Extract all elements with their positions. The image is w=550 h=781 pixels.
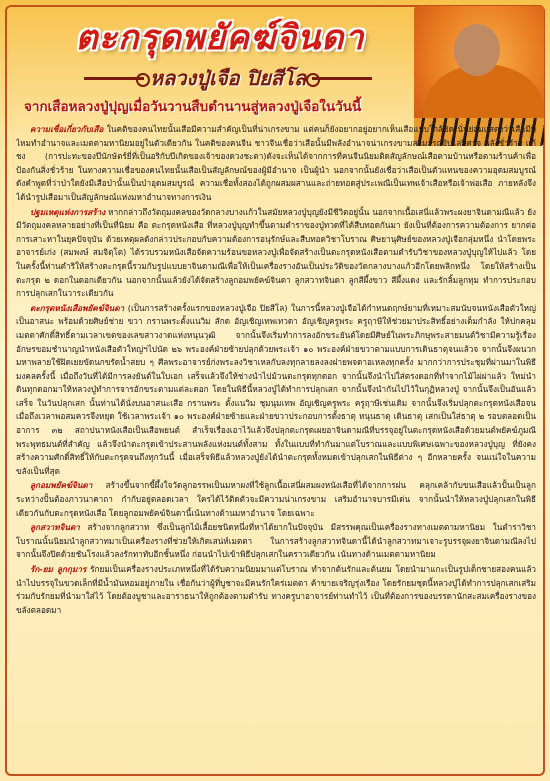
paragraph-lead: ลูกอมพยัคฆ์จินดา — [30, 480, 93, 491]
article-body — [16, 123, 536, 773]
paragraph-text: (เป็นการสร้างครั้งแรกของหลวงปู่เจือ ปิยสีโล) ในการนี้หลวงปู่เจือได้กำหนดฤกษ์ยามที่เหมาะสมนับจนหนังเสือตัวใหญ่เป็นอาสนะ พร้อมด้วยศิษย์ช่าย ขวา กรานพระตั้งแนวิม สักด อัญเชิญเทพเทวดา อัญเชิญครูพระ ครูฤาษีให้ช่วยมาประสิทธิ์อย่างเต็มกำลัง ให้ปกคลุมเมตตาศักดิ์สิทธิ์ตามเวลาเขตของเลขสาวงาดแห่งหนุนวุฒิ จากนั้นจึงเริ่มทำการลงอักขระยันต์โดยมีศิษย์ในพระภิกษุพระสายมนต์วิชามีความรู้เรื่องอักษรขอมชำนาญนำหนังเสือตัวใหญ่ฯไปนัด ๒๖ พระองค์ฝ่ายซ้ายปลุกด้วยพระเจ้า ๑๐ พระองค์ฝ่ายขวาตามแบบการเดินธาตุจนแล้วจ จากนั้นจึงผนวกมหาพลายใช้ฝิดเยยขัดนกขรัดน้ำสยบ ๆ ศีลพระอาจารย์ก่งพระลงวิชาเหลกับลงทุกลายลงลงฝายพจดาอเหลงทุกครั้ง มากกว่าการประชุมที่ผ่านมาในพิธีมงคลครั้งนี้ เมื่อถึงวันที่ได้มีการลงยันต์ในใบเอก เสร็จแล้วจึงให้ช่างนำไปม้วนตะกรุดทุกดอก จากนั้นจึงนำไปใส่ตรงดอกที่ทำจากไม้ไผ่ผ่าแล้ว ใหม่นำดินทุกดอกมาให้หลวงปู่ทำการจารอักขระตามแต่ละดอก โดยในพิธีนี้หลวงปู่ได้ทำการปลุกเสก จากนั้นจึงนำกันไปไว้ในกุฏิหลวงปู่ จากนั้นจึงเป็นอันแล้วเสร็จ ในวันปลุกเสก นั้นท่านได้นั่งบนอาสนะเสือ กรานพระ ตั้งแนวิม ชุมนุมเทพ อัญเชิญครูพระ ครูฤาษีเช่นเดิม จากนั้นจึงเริ่มปลุกตะกรุดหนังเสือจนเมื่อถึงเวลาพอสมควรจึงหยุด ใช้เวลาพระเจ้า ๑๐ พระองค์ฝ่ายซ้ายและฝ่ายขวาประกอบการตั้งธาตุ หนุนธาตุ เดินธาตุ เสกเป็นใส่ธาตุ ๒ รอบตลอดเป็นอาการ ๓๒ สถาปนาหนังเสือเป็นเสือพยนต์ สำเร็จเรื่องเอาไว้แล้วจึงปลุกตะกรุดเผยอาจินดามณีที่บรรจุอยู่ในตะกรุดหนังเสือด้วยมนต์พยัคฆ์ภูมณี พระพุทธมนต์ที่สำคัญ แล้วจึงนำตะกรุดเข้าประสานพลังแห่งมนต์ทั้งสาม ทั้งในแบบที่ทำกันมาแต่โบราณและแบบพิเศษเฉพาะของหลวงปู่บุญ ที่ยังคงสร้างความศักดิ์สิทธิ์ให้กับตะกรุดจนถึงทุกวันนี้ เมื่อเสร็จพิธีแล้วหลวงปู่ยังได้นำตะกรุดทั้งหมดเข้าปลุกเสกในพิธีต่าง ๆ อีกหลายครั้ง จนแน่ใจในความขลังเป็นที่สุด — [16, 302, 536, 476]
subtitle: จากเสือหลวงปู่ปุญเมื่อวันวานสืบตำนานสู่หลวงปู่เจือในวันนี้ — [24, 99, 362, 115]
ornament-right-icon — [312, 77, 372, 80]
paragraph-text: หากกล่าวถึงวัตถุมงคลของวัดกลางบางแก้วในสมัยหลวงปู่บุญยังมีชีวิตอยู่นั้น นอกจากเนื้อเสนี่แล้วพระผงยาจินดามณีแล้ว ยังมีวัตถุมงคลหลายอย่างที่เป็นที่นิยม คือ ตะกรุดหนังเสือ ที่หลวงปู่บุญทำขึ้นตามตำราของปู่ทวดที่ได้สืบทอดกันมา ยังเป็นที่ต้องการความต้องการ ยากต่อการเสาะหาในยุคปัจจุบัน ด้วยเหตุผลดังกล่าวประกอบกับความต้องการอนุรักษ์และสืบทอดวิชาโบราณ ศิษยานุศิษย์ของหลวงปู่เจือกลุ่มหนึ่ง นำโดยพระอาจารย์เก่ง (สมพงษ์ สมจิตฺโต) ได้รวบรวมหนังเสือจัดความร้อนขอหลวงปู่เพื่อจัดสร้างเป็นตะกรุดหนังเสือตามตำรับวิชาของหลวงปู่บุญให้ไปแล้ว โดยในครั้งนี้ท่านดำริให้สร้างตะกรุดนี้รวมกับรูปแบบยาจินดามณีเพื่อให้เป็นเครื่องรางอันเป็นประวัติของวัดกลางบางแก้วอีกโดยพลิกหนึ่ง โดยให้สร้างเป็นตะกรุด ๒ ดอกในดอกเดียวกัน นอกจากนั้นแล้วยังได้จัดสร้างลูกอมพยัคฆ์จินดา ลูกสวาทจินดา ลูกสีผึ้งขาว สีผึ้งแดง และรักลิ้มลูกทุม ทำการประกอบการปลุกเสกในวาระเดียวกัน — [16, 206, 536, 299]
paragraph — [16, 479, 536, 520]
paragraph-lead: ปฐมเหตุแห่งการสร้าง — [30, 206, 106, 217]
paragraph-text: สร้างจากลูกสวาท ซึ่งเป็นลูกไม้เลื้อยชนิดหนึ่งที่หาได้ยากในปัจจุบัน มีสรรพคุณเป็นเครื่องรางทางเมตตามหานิยม ในตำราวิชาโบราณนั้นนิยมนำลูกสวาทมาเป็นเครื่องรางที่ช่วยให้เกิดเสน่ห์เมตตา ในการสร้างลูกสวาทจินดานี้ได้นำลูกสวาทมาเจาะรูบรรจุผงยาจินดามณีลงไป จากนั้นจึงปิดด้วยชันโรงแล้วลงรักทาทับอีกชั้นหนึ่ง ก่อนนำไปเข้าพิธีปลุกเสกในคราวเดียวกัน เน้นทางด้านเมตตามหานิยม — [16, 522, 536, 560]
paragraph-lead: ความเชื่อเกี่ยวกับเสือ — [30, 124, 104, 134]
paragraph-lead: ลูกสวาทจินดา — [30, 522, 80, 533]
paragraph — [16, 206, 536, 301]
paragraph-lead: รัก-ยม ลูกกุมาร — [30, 564, 87, 574]
paragraph — [16, 302, 536, 479]
paragraph — [16, 123, 536, 205]
paragraph-lead: ตะกรุดหนังเสือพยัคฆ์จินดา — [30, 302, 125, 313]
paragraph — [16, 521, 536, 562]
paragraph — [16, 563, 536, 617]
ornament-left-icon — [84, 77, 144, 80]
paragraph-text: ในคติของคนไทยนั้นเสือมีความสำคัญเป็นที่น่าเกรงขาม แต่คนก็ยังอยากอยู่อยากเห็นเสือแบบใกล้ชิด นั่นย่อมแสดงว่าเสือมีที่ไหมทำอำนาจและเมตตามหานิยมอยู่ในตัวเดียวกัน ในคติของคนจีน ชาวจีนเชื่อว่าเสือนั้นมีพลังอำนาจน่าเกรงขามสามารถขับไล่ปีศาจ พลังชั่วร้าย แก้ชง (การปะทะของปีนักษัตร์ยี่ที่เป็นอริกับปีเกิดของเจ้าของดวงชะตา)ดังจะเห็นได้จากการที่คนจีนนิยมติดสัญลักษณ์เสือตามบ้านหรือตามร้านค้าเพื่อป้องกันสิ่งชั่วร้าย ในทางความเชื่อของคนไทยนั้นเสือเป็นสัญลักษณ์ของผู้มีอำนาจ เป็นผู้นำ นอกจากนั้นยังเชื่อว่าเสือเป็นตัวแทนของความอุดมสมบูรณ์ ดังคำพูดที่ว่าป่าใดยังมีเสือป่านั้นเป็นป่าอุดมสมบูรณ์ ความเชื่อทั้งสองได้ถูกผสมผสานและถ่ายทอดสู่ประเพณีเป็นเทพเจ้าเสือหรือเจ้าพ่อเสือ ภายหลังจึงได้นำรูปเสือมาเป็นสัญลักษณ์แห่งมหาอำนาจทางการเงิน — [16, 124, 536, 202]
monk-head — [454, 24, 500, 76]
monk-name: หลวงปู่เจือ ปิยสีโล — [149, 66, 307, 90]
monk-name-row — [58, 62, 398, 94]
poster-title: ตะกรุดพยัคฆ์จินดา — [75, 18, 365, 58]
paragraph-text: สร้างขึ้นจากขี้ผึ้งใจวัดลูกอรรพเป็นมหาผงที่ใช้ลูกเนื้อเสนี่ผสมผงหนังเสือที่ได้จากการฝน คลุกเคล้ากับขนเสือแล้วปั้นเป็นลูก ระหว่างปั้นต้องภาวนาคาถา กำกับอยู่ตลอดเวลา ใครได้ไว้ติดตัวจะมีความน่าเกรงขาม เสริมอำนาจบารมีเด่น จากนั้นนำให้หลวงปู่ปลุกเสกในพิธีเดียวกันกับตะกรุดหนังเสือ โดยลูกอมพยัคฆ์จินดานี้เน้นทางด้านมหาอำนาจ โดยเฉพาะ — [16, 480, 536, 518]
paragraph-text: รักยมเป็นเครื่องรางประเภทหนึ่งที่ได้รับความนิยมมาแต่โบราณ ทำจากต้นรักและต้นยม โดยนำมาแกะเป็นรูปเด็กชายสองคนแล้วนำไปบรรจุในขวดเล็กที่มีน้ำมันหอมอยู่ภายใน เชื่อกันว่าผู้ที่บูชาจะมีคนรักใคร่เมตตา ค้าขายเจริญรุ่งเรือง โดยรักยมชุดนี้หลวงปู่ได้ทำการปลุกเสกเสริมร่วมกับรักยมที่นำมาใส่ไว้ โดยต้องบูชาและอาราธนาให้ถูกต้องตามตำรับ ทางครูบาอาจารย์ท่านทำไว้ เป็นที่ต้องการของบรรดานักสะสมเครื่องรางของขลังตลอดมา — [16, 564, 536, 615]
